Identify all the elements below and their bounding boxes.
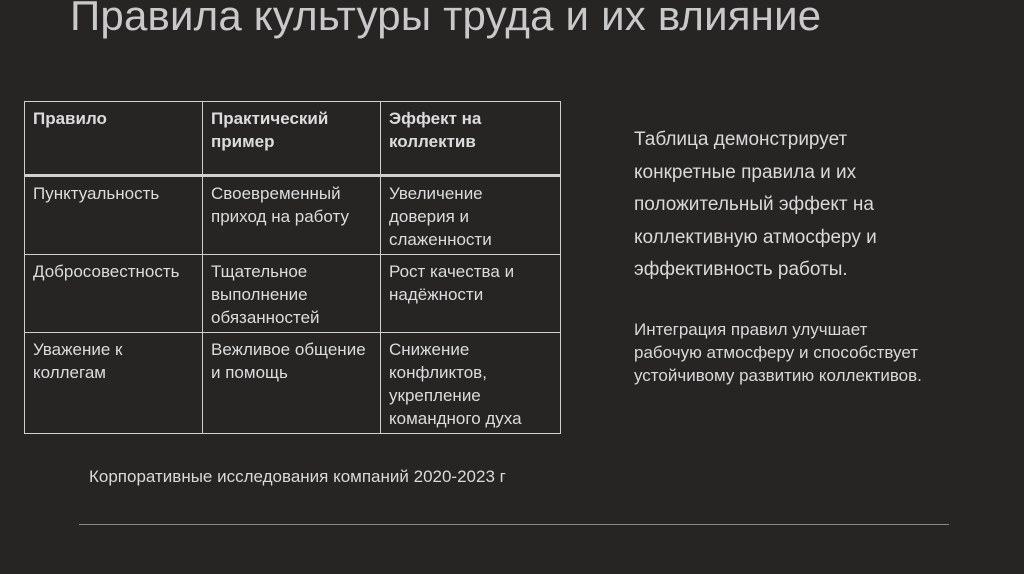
slide-title: Правила культуры труда и их влияние [70,0,822,39]
header-rule: Правило [25,102,203,176]
table-cell: Снижение конфликтов, укрепление командного духа [381,333,561,434]
side-description: Таблица демонстрирует конкретные правила и их положительный эффект на коллективную атмосферу и эффективность работы. [634,129,877,280]
table-cell: Увеличение доверия и слаженности [381,176,561,255]
table-row [25,333,561,434]
header-effect: Эффект на коллектив [381,102,561,176]
table-cell: Рост качества и надёжности [381,255,561,333]
side-note: Интеграция правил улучшает рабочую атмосферу и способствует устойчивому развитию коллективов. [634,320,922,385]
table-cell: Пунктуальность [25,176,203,255]
table-row [25,176,561,255]
table-cell: Тщательное выполнение обязанностей [203,255,381,333]
table-cell: Добросовестность [25,255,203,333]
rules-table [24,101,561,434]
header-example: Практический пример [203,102,381,176]
table-row [25,255,561,333]
table-cell: Уважение к коллегам [25,333,203,434]
footer-divider [79,524,949,525]
table-cell: Вежливое общение и помощь [203,333,381,434]
source-caption: Корпоративные исследования компаний 2020-2023 г [89,467,506,486]
table-cell: Своевременный приход на работу [203,176,381,255]
table-header-row [25,102,561,176]
